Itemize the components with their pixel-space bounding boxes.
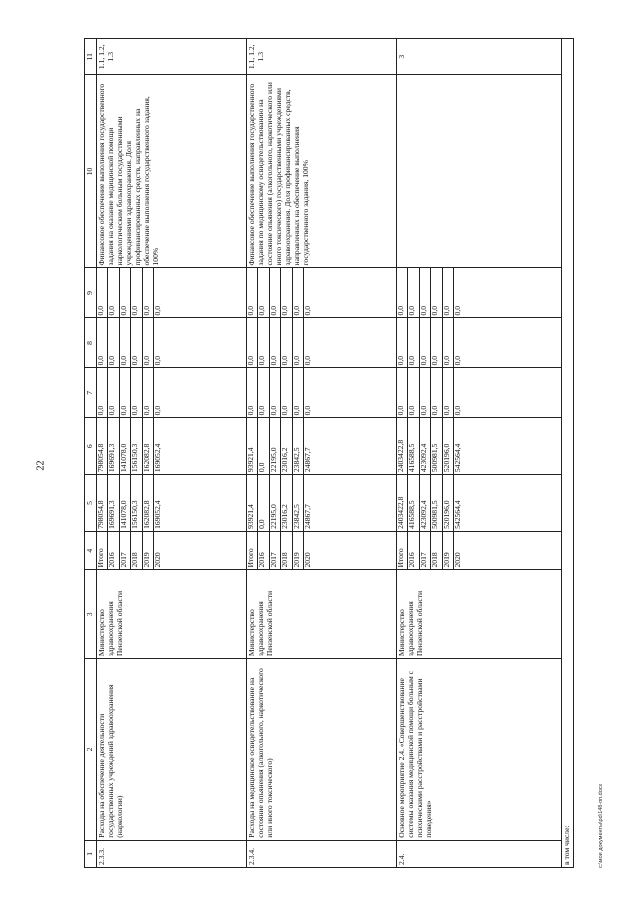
row-number-cell: 2.3.3.	[96, 840, 246, 867]
value-cell: 0,0	[397, 318, 408, 367]
value-cell: 23016,2	[281, 475, 293, 531]
value-cell: 23016,2	[281, 418, 293, 474]
file-path-footer: c:\мои документы\pd\148-пп.docx	[598, 783, 604, 868]
year-column-cell	[246, 531, 396, 570]
value-cell: 2019	[442, 532, 454, 570]
value-cell: 22195,0	[269, 475, 281, 531]
indicator-link-cell: 3	[396, 39, 561, 75]
other-sources-cell	[396, 268, 561, 318]
header-cell: 9	[85, 268, 97, 318]
table-row	[246, 39, 396, 868]
activity-name-cell: Основное мероприятие 2.4. «Совершенствование системы оказания медицинской помощи больным с психическими расстройствами и расстройствами поведения»	[396, 659, 561, 841]
value-cell: 24867,7	[303, 447, 313, 473]
including-label: в том числе:	[561, 39, 573, 868]
value-cell: 2403422,8	[397, 418, 408, 474]
value-cell: 0,0	[153, 305, 163, 316]
value-cell: Итого	[97, 532, 108, 570]
value-cell: 0,0	[119, 269, 131, 318]
value-cell: 416588,5	[408, 475, 420, 531]
value-cell: 0,0	[247, 318, 258, 367]
value-cell: 156150,3	[131, 418, 143, 474]
value-cell: 0,0	[108, 368, 120, 417]
value-cell: 2016	[408, 532, 420, 570]
value-cell: 0,0	[131, 318, 143, 367]
value-cell: 156150,3	[131, 475, 143, 531]
value-cell: Итого	[247, 532, 258, 570]
value-cell: 0,0	[419, 368, 431, 417]
value-cell: 0,0	[97, 318, 108, 367]
value-cell: 0,0	[142, 368, 154, 417]
value-cell: 0,0	[431, 269, 443, 318]
value-cell: 542564,4	[453, 443, 463, 473]
value-cell: 0,0	[119, 318, 131, 367]
value-cell: 93921,4	[247, 475, 258, 531]
header-cell: 5	[85, 475, 97, 532]
value-cell: 169691,3	[108, 418, 120, 474]
value-cell: 0,0	[97, 368, 108, 417]
value-cell: 0,0	[153, 355, 163, 366]
value-cell: 2403422,8	[397, 475, 408, 531]
value-cell: 0,0	[258, 368, 270, 417]
value-cell: 0,0	[408, 368, 420, 417]
header-cell: 11	[85, 39, 97, 75]
header-cell: 2	[85, 659, 97, 841]
value-cell: 0,0	[258, 269, 270, 318]
program-activities-table	[84, 38, 574, 868]
value-cell: 0,0	[292, 368, 304, 417]
header-cell: 7	[85, 368, 97, 418]
value-cell: 0,0	[303, 405, 313, 416]
value-cell: 0,0	[153, 405, 163, 416]
municipal-budget-cell	[246, 318, 396, 368]
value-cell: 0,0	[281, 269, 293, 318]
value-cell: 23842,5	[292, 418, 304, 474]
expected-result-cell: Финансовое обеспечение выполнения государственного задания на оказание медицинской помощи наркологическим больным государственными учреждениями здравоохранения. Доля профинансированных средств, направленных на обеспечение выполнения государственного задания, 100%	[96, 75, 246, 268]
value-cell: 0,0	[453, 355, 463, 366]
value-cell: 0,0	[119, 368, 131, 417]
value-cell: 93921,4	[247, 418, 258, 474]
including-row	[561, 39, 573, 868]
year-column-cell	[96, 531, 246, 570]
value-cell: 542564,4	[453, 500, 463, 529]
value-cell: 0,0	[258, 475, 270, 531]
value-cell: 169691,3	[108, 475, 120, 531]
header-row	[85, 39, 97, 868]
value-cell: 2018	[431, 532, 443, 570]
responsible-org-cell: Министерство здравоохранения Пензенской области	[246, 570, 396, 659]
value-cell: 0,0	[442, 269, 454, 318]
value-cell: 416588,5	[408, 418, 420, 474]
value-cell: 0,0	[108, 318, 120, 367]
total-funding-cell	[396, 475, 561, 532]
value-cell: 0,0	[131, 269, 143, 318]
value-cell: 0,0	[269, 318, 281, 367]
value-cell: 0,0	[419, 269, 431, 318]
value-cell: 500981,5	[431, 475, 443, 531]
responsible-org-cell: Министерство здравоохранения Пензенской области	[396, 570, 561, 659]
value-cell: 2016	[258, 532, 270, 570]
value-cell: 0,0	[453, 305, 463, 316]
value-cell: 162082,8	[142, 475, 154, 531]
municipal-budget-cell	[396, 318, 561, 368]
value-cell: 2020	[153, 552, 163, 568]
value-cell: 0,0	[303, 305, 313, 316]
value-cell: 141078,0	[119, 418, 131, 474]
value-cell: 141078,0	[119, 475, 131, 531]
value-cell: 0,0	[408, 269, 420, 318]
value-cell: 0,0	[442, 318, 454, 367]
value-cell: 0,0	[292, 318, 304, 367]
value-cell: 0,0	[303, 355, 313, 366]
total-funding-cell	[246, 475, 396, 532]
value-cell: 2018	[131, 532, 143, 570]
value-cell: 0,0	[408, 318, 420, 367]
value-cell: 0,0	[258, 418, 270, 474]
total-funding-cell	[96, 475, 246, 532]
year-column-cell	[396, 531, 561, 570]
header-cell: 4	[85, 531, 97, 570]
value-cell: 500981,5	[431, 418, 443, 474]
row-number-cell: 2.3.4.	[246, 840, 396, 867]
expected-result-cell: Финансовое обеспечение выполнения государственного задания по медицинскому освидетельствованию на состояние опьянения (алкогольного, наркотического или иного токсического) государственными учреждениями здравоохранения. Доля профинансированных средств, направленных на обеспечение выполнения государственного задания, 100%	[246, 75, 396, 268]
activity-name-cell: Расходы на обеспечение деятельности государственных учреждений здравоохранения (наркологии)	[96, 659, 246, 841]
value-cell: 0,0	[281, 368, 293, 417]
value-cell: 0,0	[247, 269, 258, 318]
other-sources-cell	[246, 268, 396, 318]
value-cell: 520196,0	[442, 475, 454, 531]
value-cell: 0,0	[142, 318, 154, 367]
value-cell: 2017	[269, 532, 281, 570]
value-cell: 423092,4	[419, 475, 431, 531]
federal-budget-cell	[96, 368, 246, 418]
responsible-org-cell: Министерство здравоохранения Пензенской области	[96, 570, 246, 659]
activity-name-cell: Расходы на медицинское освидетельствование на состояние опьянения (алкогольного, наркотического или иного токсического)	[246, 659, 396, 841]
value-cell: 162082,8	[142, 418, 154, 474]
value-cell: 0,0	[108, 269, 120, 318]
regional-budget-cell	[396, 418, 561, 475]
header-cell: 10	[85, 75, 97, 268]
value-cell: 423092,4	[419, 418, 431, 474]
value-cell: 0,0	[453, 405, 463, 416]
value-cell: 0,0	[431, 318, 443, 367]
header-cell: 3	[85, 570, 97, 659]
table-row	[396, 39, 561, 868]
value-cell: 0,0	[269, 368, 281, 417]
expected-result-cell	[396, 75, 561, 268]
header-cell: 8	[85, 318, 97, 368]
value-cell: 798054,8	[97, 418, 108, 474]
value-cell: 798054,8	[97, 475, 108, 531]
header-cell: 6	[85, 418, 97, 475]
row-number-cell: 2.4.	[396, 840, 561, 867]
value-cell: 0,0	[269, 269, 281, 318]
value-cell: Итого	[397, 532, 408, 570]
value-cell: 0,0	[431, 368, 443, 417]
value-cell: 0,0	[397, 368, 408, 417]
value-cell: 2017	[119, 532, 131, 570]
indicator-link-cell: 1.1, 1.2, 1.3	[96, 39, 246, 75]
municipal-budget-cell	[96, 318, 246, 368]
value-cell: 22195,0	[269, 418, 281, 474]
value-cell: 2016	[108, 532, 120, 570]
value-cell: 2018	[281, 532, 293, 570]
value-cell: 24867,7	[303, 504, 313, 529]
table-row	[96, 39, 246, 868]
value-cell: 169052,4	[153, 443, 163, 473]
value-cell: 0,0	[247, 368, 258, 417]
value-cell: 2019	[142, 532, 154, 570]
value-cell: 0,0	[419, 318, 431, 367]
value-cell: 23842,5	[292, 475, 304, 531]
value-cell: 2017	[419, 532, 431, 570]
value-cell: 0,0	[97, 269, 108, 318]
value-cell: 0,0	[292, 269, 304, 318]
other-sources-cell	[96, 268, 246, 318]
value-cell: 0,0	[442, 368, 454, 417]
federal-budget-cell	[396, 368, 561, 418]
value-cell: 0,0	[397, 269, 408, 318]
value-cell: 0,0	[281, 318, 293, 367]
federal-budget-cell	[246, 368, 396, 418]
page-number: 22	[35, 460, 47, 471]
value-cell: 2020	[303, 552, 313, 568]
value-cell: 169052,4	[153, 500, 163, 529]
indicator-link-cell: 1.1, 1.2, 1.3	[246, 39, 396, 75]
value-cell: 2019	[292, 532, 304, 570]
value-cell: 0,0	[142, 269, 154, 318]
regional-budget-cell	[96, 418, 246, 475]
value-cell: 0,0	[258, 318, 270, 367]
value-cell: 2020	[453, 552, 463, 568]
rotated-table-container	[84, 38, 579, 868]
value-cell: 0,0	[131, 368, 143, 417]
value-cell: 520196,0	[442, 418, 454, 474]
regional-budget-cell	[246, 418, 396, 475]
header-cell: 1	[85, 840, 97, 867]
